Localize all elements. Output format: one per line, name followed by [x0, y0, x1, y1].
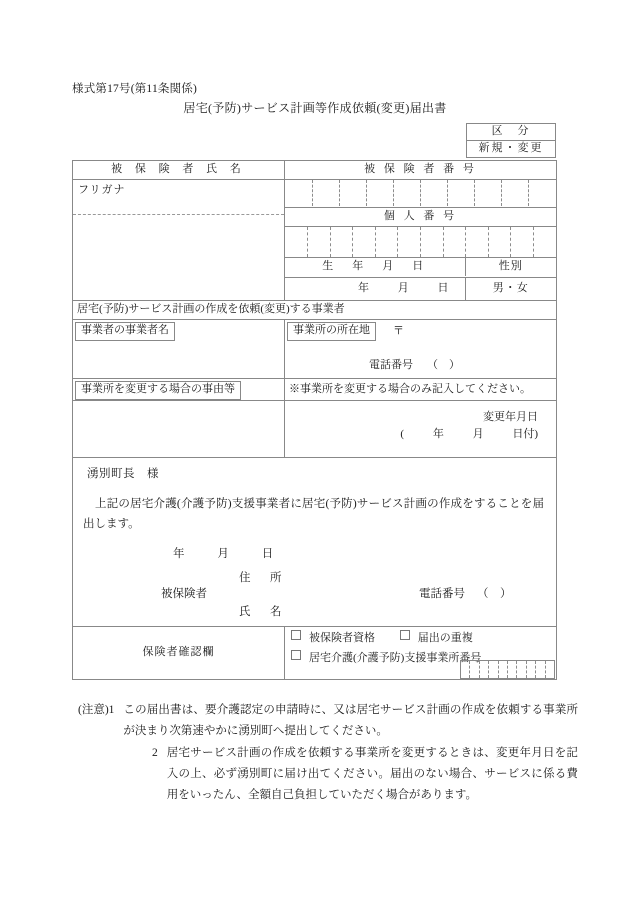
operator-name-cell[interactable] — [73, 320, 285, 379]
mynumber-digit-cell[interactable] — [466, 227, 489, 257]
dob-day-label: 日 — [437, 281, 449, 294]
insured-number-digit-cell[interactable] — [285, 180, 312, 206]
declaration-body: 上記の居宅介護(介護予防)支援事業者に居宅(予防)サービス計画の作成をすることを届出します。 — [83, 497, 544, 530]
checkbox-icon-office-number[interactable] — [291, 650, 301, 660]
insurer-check-item-3: 居宅介護(介護予防)支援事業所番号 — [309, 651, 482, 664]
note-2-number: 2 — [152, 746, 158, 759]
change-date-line — [285, 426, 538, 443]
insurer-office-number-grid-wrap[interactable] — [460, 660, 555, 679]
mynumber-digit-cell[interactable] — [308, 227, 331, 257]
office-number-digit-cell[interactable] — [526, 660, 535, 678]
note-2-text: 居宅サービス計画の作成を依頼する事業所を変更するときは、変更年月日を記入の上、必ず湧別町に届け出てください。届出のない場合、サービスに係る費用をいったん、全額自己負担していただく場合があります。 — [166, 746, 578, 802]
insured-number-header: 被 保 険 者 番 号 — [285, 161, 557, 180]
change-date-year: 年 — [432, 427, 444, 440]
furigana-divider — [73, 214, 284, 215]
insured-number-digit-cell[interactable] — [312, 180, 339, 206]
checkbox-icon-duplicate[interactable] — [400, 630, 410, 640]
submission-date-line[interactable] — [173, 546, 273, 563]
insurer-check-body[interactable] — [285, 626, 557, 679]
kubun-value[interactable]: 新規・変更 — [467, 141, 556, 158]
mynumber-digit-cell[interactable] — [488, 227, 511, 257]
office-number-digit-cell[interactable] — [489, 660, 498, 678]
footer-notes — [78, 700, 578, 806]
main-form-table — [72, 160, 557, 680]
submission-month: 月 — [217, 547, 229, 560]
office-number-digit-cell[interactable] — [517, 660, 526, 678]
mynumber-digit-cell[interactable] — [398, 227, 421, 257]
insurer-office-number-grid — [460, 660, 555, 679]
provider-band: 居宅(予防)サービス計画の作成を依頼(変更)する事業者 — [73, 301, 557, 320]
office-number-digit-cell[interactable] — [470, 660, 479, 678]
change-date-day: 日付) — [512, 427, 538, 440]
office-number-digit-cell[interactable] — [479, 660, 488, 678]
applicant-tel-line[interactable] — [419, 586, 512, 603]
change-date-label: 変更年月日 — [483, 410, 538, 423]
dob-header: 生 年 月 日 — [285, 258, 465, 276]
insured-number-digit-cell[interactable] — [475, 180, 502, 206]
mynumber-digit-cell[interactable] — [353, 227, 376, 257]
office-address-cell[interactable] — [285, 320, 557, 379]
change-date-paren-open: ( — [400, 427, 405, 440]
postal-mark-icon: 〒 — [393, 325, 404, 337]
insurer-check-row-1[interactable] — [285, 627, 556, 647]
change-date-month: 月 — [472, 427, 484, 440]
insured-number-digit-cell[interactable] — [339, 180, 366, 206]
insured-number-grid-cell[interactable] — [285, 180, 557, 208]
provider-tel-label: 電話番号 — [369, 359, 413, 372]
insurer-check-label: 保険者確認欄 — [73, 626, 285, 679]
insured-number-digit-cell[interactable] — [420, 180, 447, 206]
mynumber-digit-cell[interactable] — [420, 227, 443, 257]
note-item-2 — [152, 743, 578, 807]
office-number-digit-cell[interactable] — [545, 660, 554, 678]
checkbox-icon-qualification[interactable] — [291, 630, 301, 640]
office-number-digit-cell[interactable] — [461, 660, 470, 678]
applicant-tel-paren: （ ） — [477, 587, 512, 600]
insured-number-digit-cell[interactable] — [393, 180, 420, 206]
form-code: 様式第17号(第11条関係) — [72, 83, 198, 95]
mynumber-digit-cell[interactable] — [533, 227, 556, 257]
mynumber-digit-cell[interactable] — [285, 227, 308, 257]
addressee-name: 湧別町長 — [87, 467, 135, 480]
dob-sex-header-cell — [285, 258, 557, 277]
mynumber-digit-cell[interactable] — [330, 227, 353, 257]
insured-number-digit-cell[interactable] — [448, 180, 475, 206]
applicant-tel-label: 電話番号 — [419, 587, 465, 600]
insurer-check-item-1: 被保険者資格 — [309, 631, 375, 644]
mynumber-grid-cell[interactable] — [285, 226, 557, 258]
insured-number-digit-cell[interactable] — [366, 180, 393, 206]
insured-name-header: 被 保 険 者 氏 名 — [73, 161, 285, 180]
change-reason-entry[interactable] — [73, 400, 285, 457]
notes-heading: (注意) — [78, 704, 109, 716]
insured-name-cell[interactable] — [73, 180, 285, 301]
operator-name-label: 事業者の事業者名 — [75, 322, 175, 341]
applicant-address-label: 住 所 — [239, 571, 286, 584]
applicant-name-label: 氏 名 — [239, 605, 286, 618]
note-1-text: この届出書は、要介護認定の申請時に、又は居宅サービス計画の作成を依頼する事業所が決まり次第速やかに湧別町へ提出してください。 — [123, 704, 578, 738]
dob-month-label: 月 — [397, 281, 409, 294]
dob-entry[interactable] — [285, 278, 465, 300]
note-1-number: 1 — [108, 704, 115, 716]
insured-number-grid — [285, 180, 556, 206]
change-reason-note: ※事業所を変更する場合のみ記入してください。 — [285, 379, 557, 401]
kubun-table — [466, 123, 556, 158]
declaration-cell[interactable] — [73, 457, 557, 626]
office-number-digit-cell[interactable] — [536, 660, 545, 678]
insured-number-digit-cell[interactable] — [529, 180, 556, 206]
office-number-digit-cell[interactable] — [498, 660, 507, 678]
mynumber-header: 個 人 番 号 — [285, 207, 557, 226]
dob-sex-entry-cell[interactable] — [285, 277, 557, 300]
change-date-block[interactable] — [285, 400, 557, 457]
note-item-1 — [78, 700, 578, 743]
mynumber-digit-cell[interactable] — [511, 227, 534, 257]
sex-header: 性別 — [498, 260, 523, 273]
mynumber-grid — [285, 227, 556, 257]
mynumber-digit-cell[interactable] — [443, 227, 466, 257]
change-reason-label-cell — [73, 379, 285, 401]
kubun-label: 区 分 — [467, 124, 556, 141]
furigana-label: フリガナ — [78, 184, 126, 196]
dob-year-label: 年 — [358, 281, 369, 294]
provider-tel-paren: （ ） — [427, 359, 460, 372]
sex-entry[interactable]: 男・女 — [492, 281, 529, 294]
insurer-check-item-2: 届出の重複 — [417, 631, 473, 644]
change-reason-label: 事業所を変更する場合の事由等 — [75, 381, 241, 400]
page-title: 居宅(予防)サービス計画等作成依頼(変更)届出書 — [183, 101, 447, 115]
office-number-digit-cell[interactable] — [507, 660, 516, 678]
applicant-label: 被保険者 — [161, 587, 207, 600]
addressee-line — [87, 466, 159, 483]
office-address-label: 事業所の所在地 — [287, 322, 376, 341]
insured-number-digit-cell[interactable] — [502, 180, 529, 206]
provider-tel-line[interactable] — [285, 358, 544, 374]
submission-day: 日 — [261, 547, 274, 560]
addressee-honorific: 様 — [147, 467, 159, 480]
mynumber-digit-cell[interactable] — [375, 227, 398, 257]
submission-year: 年 — [173, 547, 185, 560]
